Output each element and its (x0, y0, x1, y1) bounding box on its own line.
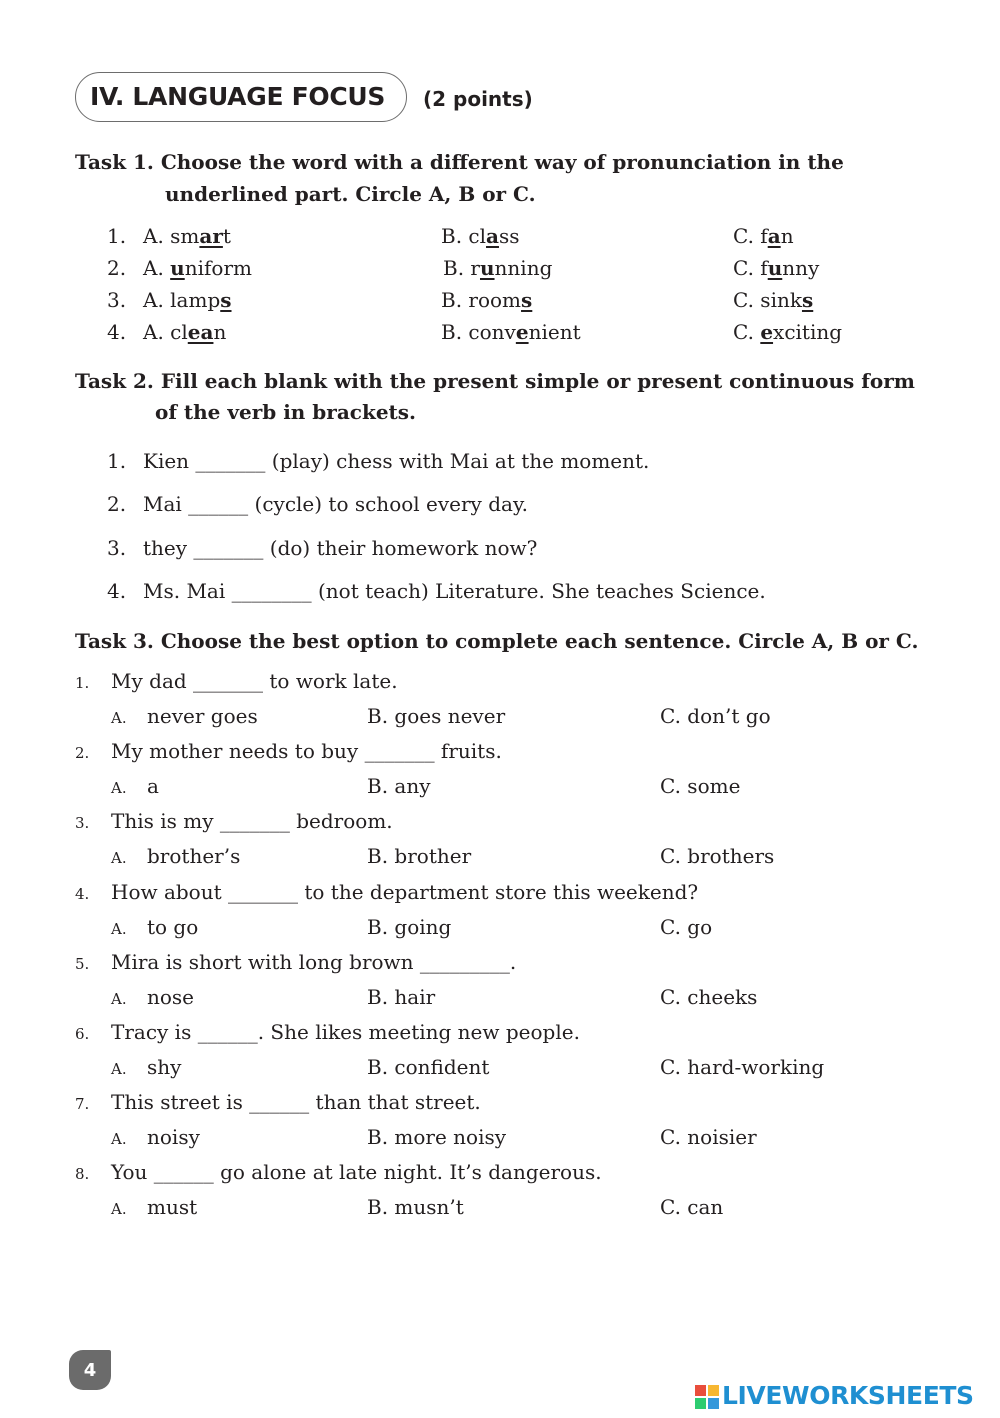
task1-heading-line2: underlined part. Circle A, B or C. (165, 182, 536, 206)
option-text-prefix: A. lamp (143, 288, 221, 312)
option-a-letter: A. (111, 849, 127, 868)
option-text-suffix: t (222, 224, 231, 248)
underlined-part: ar (199, 224, 223, 248)
option-a: never goes (147, 704, 258, 728)
question-number: 4. (75, 884, 90, 903)
option-b: B. goes never (367, 704, 506, 728)
option-text-prefix: B. cl (441, 224, 487, 248)
underlined-part: e (760, 320, 774, 344)
underlined-part: u (170, 256, 185, 280)
page-number-badge (69, 1350, 111, 1390)
option-a-letter: A. (111, 1130, 127, 1149)
task2-item-text: Kien _______ (play) chess with Mai at the moment. (143, 449, 650, 473)
option-text-suffix: xciting (773, 320, 843, 344)
task1-option-c (733, 224, 794, 248)
task2-item-number: 3. (107, 536, 127, 560)
option-c: C. hard-working (660, 1055, 825, 1079)
watermark-text: LIVEWORKSHEETS (722, 1381, 974, 1410)
liveworksheets-logo-icon (695, 1385, 719, 1409)
option-a: a (147, 774, 159, 799)
option-a-letter: A. (111, 1060, 127, 1078)
task1-option-b (441, 224, 520, 248)
option-c: C. noisier (660, 1125, 757, 1150)
option-a: nose (147, 984, 195, 1009)
question-number: 7. (75, 1095, 90, 1114)
section-points: (2 points) (423, 87, 533, 111)
option-c: C. some (660, 774, 741, 799)
task1-option-a (143, 256, 252, 280)
task1-option-a (143, 224, 231, 248)
option-text-prefix: C. (733, 320, 761, 344)
option-a-letter: A. (111, 709, 127, 727)
task2-heading-line2: of the verb in brackets. (155, 400, 417, 424)
page-number: 4 (83, 1359, 97, 1381)
underlined-part: s (521, 288, 533, 312)
question-number: 5. (75, 954, 90, 973)
option-text-suffix: n (213, 320, 227, 344)
option-a-letter: A. (111, 1200, 127, 1219)
task2-item-number: 2. (107, 492, 127, 516)
option-text-prefix: B. r (443, 256, 480, 280)
question-number: 6. (75, 1025, 90, 1043)
option-a-letter: A. (111, 989, 127, 1008)
task2-item-number: 1. (107, 449, 127, 473)
question-text: You ______ go alone at late night. It’s dangerous. (111, 1160, 602, 1185)
option-b: B. going (367, 914, 452, 939)
option-c: C. can (660, 1195, 724, 1220)
option-text-prefix: C. f (733, 224, 768, 248)
task2-item-number: 4. (107, 579, 127, 603)
option-text-prefix: A. sm (143, 224, 200, 248)
option-a: brother’s (147, 844, 241, 869)
option-a: must (147, 1195, 198, 1220)
task1-heading-line1: Task 1. Choose the word with a different way of pronunciation in the (75, 150, 844, 174)
option-text-prefix: C. f (733, 256, 768, 280)
option-c: C. go (660, 914, 713, 939)
question-text: This street is ______ than that street. (111, 1090, 481, 1115)
option-text-suffix: n (780, 224, 794, 248)
task1-option-b (443, 256, 552, 280)
task1-item-number: 3. (107, 288, 127, 312)
underlined-part: u (479, 256, 495, 280)
option-a: noisy (147, 1125, 200, 1150)
option-text-suffix: nny (782, 256, 820, 280)
underlined-part: ea (187, 320, 214, 344)
task1-option-a (143, 288, 232, 312)
task3-heading: Task 3. Choose the best option to complete each sentence. Circle A, B or C. (75, 629, 919, 653)
question-text: Tracy is ______. She likes meeting new people. (111, 1020, 580, 1044)
option-b: B. hair (367, 984, 436, 1009)
question-number: 2. (75, 744, 90, 763)
option-a: to go (147, 914, 199, 939)
task2-item-text: Mai ______ (cycle) to school every day. (143, 492, 528, 516)
option-a: shy (147, 1055, 182, 1079)
option-text-prefix: B. room (441, 288, 522, 312)
option-b: B. brother (367, 844, 472, 869)
task1-option-a (143, 320, 226, 344)
task1-option-c (733, 256, 819, 280)
option-b: B. more noisy (367, 1125, 507, 1150)
underlined-part: a (486, 224, 499, 248)
option-c: C. don’t go (660, 704, 771, 728)
task1-item-number: 4. (107, 320, 127, 344)
question-text: Mira is short with long brown _________. (111, 949, 517, 974)
option-text-suffix: niform (184, 256, 252, 280)
question-number: 3. (75, 814, 90, 833)
underlined-part: u (767, 256, 783, 280)
task2-item-text: they _______ (do) their homework now? (143, 536, 538, 560)
task1-option-c (733, 320, 842, 344)
option-text-suffix: nning (494, 256, 553, 280)
option-text-suffix: ss (498, 224, 520, 248)
question-text: How about _______ to the department store this weekend? (111, 879, 699, 904)
option-c: C. cheeks (660, 984, 758, 1009)
option-b: B. musn’t (367, 1195, 464, 1220)
option-text-prefix: A. (143, 256, 171, 280)
question-text: This is my _______ bedroom. (111, 809, 393, 834)
task2-item-text: Ms. Mai ________ (not teach) Literature. She teaches Science. (143, 579, 766, 603)
option-text-prefix: B. conv (441, 320, 516, 344)
option-text-suffix: nient (528, 320, 581, 344)
question-text: My dad _______ to work late. (111, 669, 398, 693)
option-b: B. any (367, 774, 431, 799)
question-number: 1. (75, 674, 90, 692)
task1-item-number: 1. (107, 224, 127, 248)
option-a-letter: A. (111, 779, 127, 798)
option-text-prefix: C. sink (733, 288, 802, 312)
option-c: C. brothers (660, 844, 775, 869)
underlined-part: a (767, 224, 781, 248)
question-text: My mother needs to buy _______ fruits. (111, 739, 502, 764)
section-title: IV. LANGUAGE FOCUS (90, 82, 386, 111)
underlined-part: s (220, 288, 232, 312)
underlined-part: e (515, 320, 529, 344)
question-number: 8. (75, 1165, 90, 1184)
task1-option-b (441, 320, 581, 344)
underlined-part: s (801, 288, 814, 312)
task1-option-c (733, 288, 813, 312)
task1-item-number: 2. (107, 256, 127, 280)
option-b: B. confident (367, 1055, 490, 1079)
option-text-prefix: A. cl (143, 320, 188, 344)
task2-heading-line1: Task 2. Fill each blank with the present simple or present continuous form (75, 369, 915, 393)
option-a-letter: A. (111, 919, 127, 938)
task1-option-b (441, 288, 532, 312)
